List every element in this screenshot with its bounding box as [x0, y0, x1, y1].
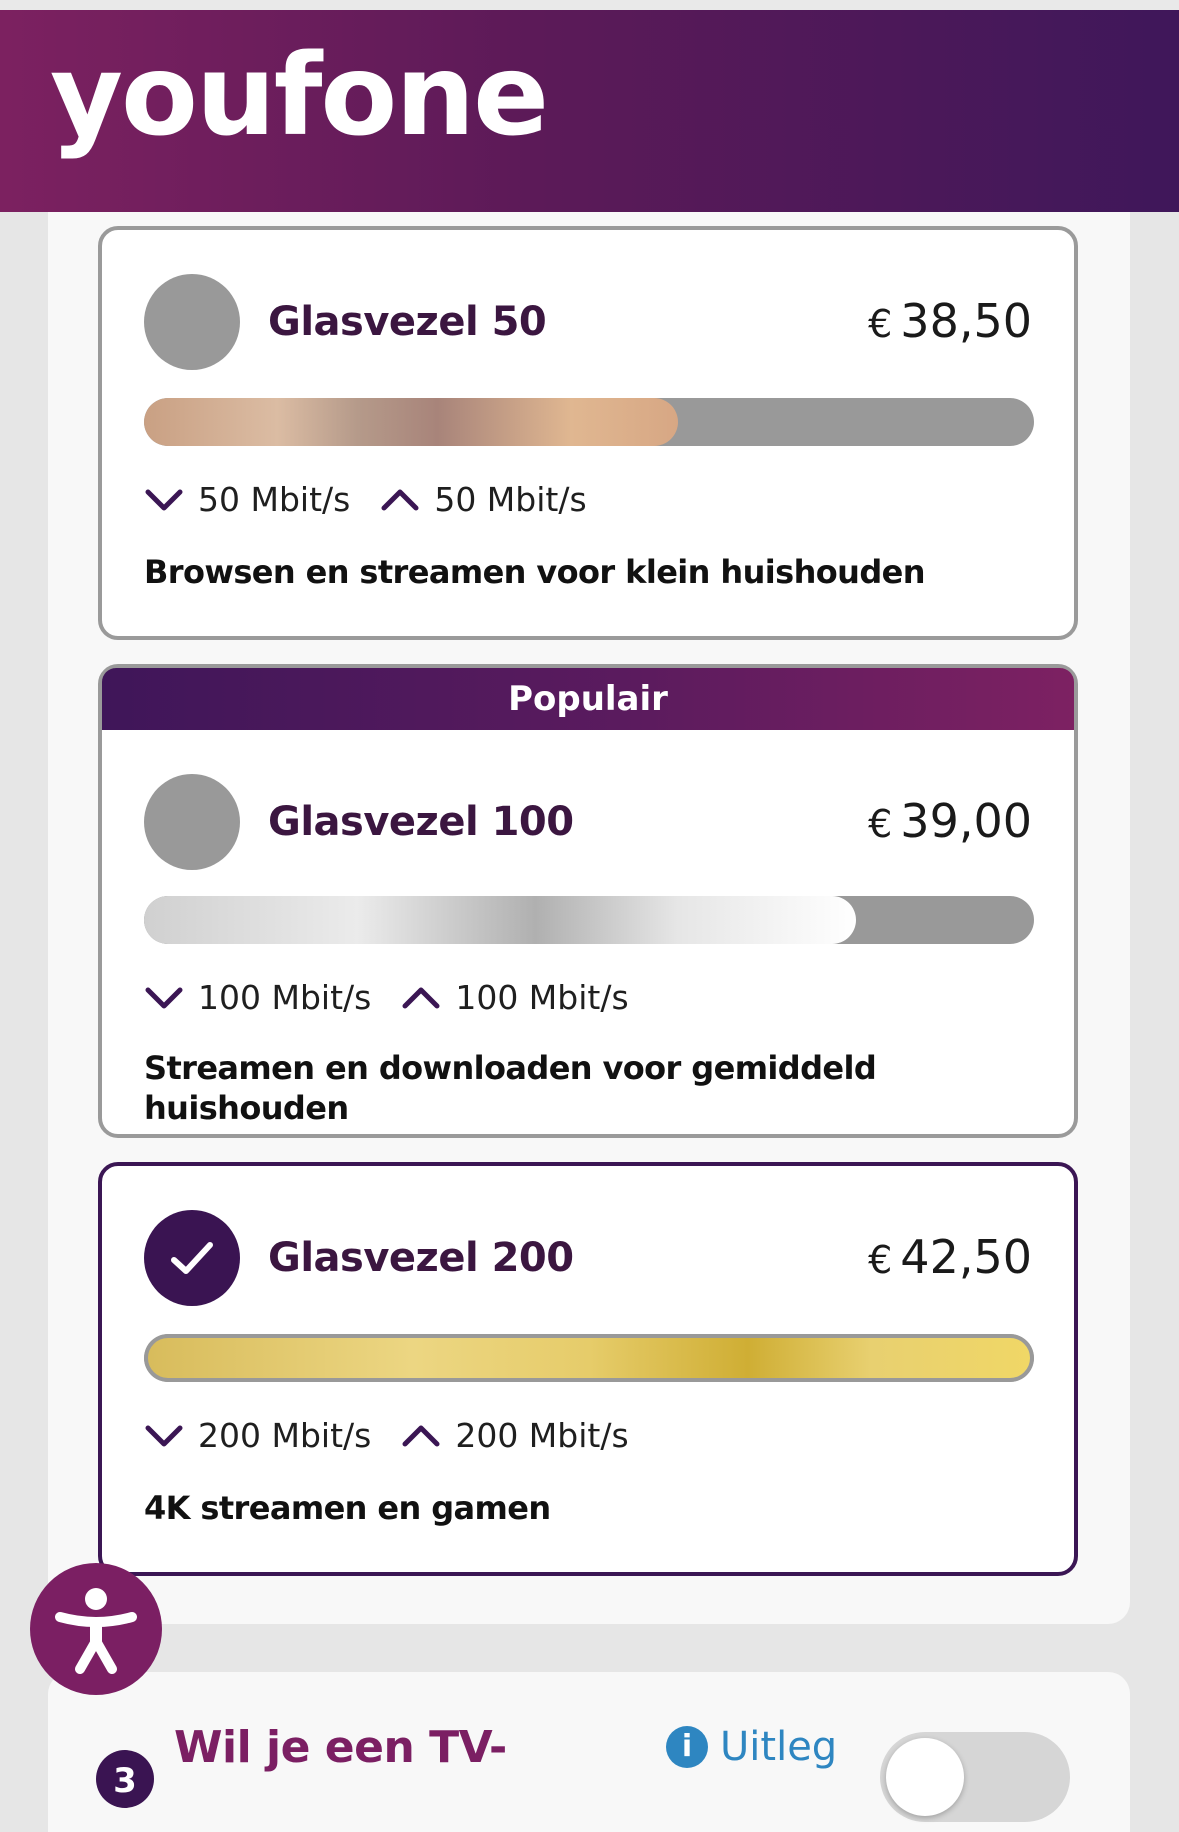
- speed-bar: [144, 896, 1034, 944]
- chevron-down-icon: [144, 487, 184, 513]
- info-icon: i: [666, 1726, 708, 1768]
- chevron-up-icon: [380, 487, 420, 513]
- speed-bar-fill: [144, 1334, 1034, 1382]
- plan-price: € 39,00: [868, 794, 1032, 848]
- tv-toggle[interactable]: [880, 1732, 1070, 1822]
- download-speed: 100 Mbit/s: [198, 978, 372, 1017]
- explanation-link[interactable]: [666, 1724, 837, 1770]
- tv-question-heading: Wil je een TV-: [174, 1722, 507, 1773]
- app-header: [0, 10, 1179, 212]
- plan-card-glasvezel-100[interactable]: [98, 664, 1078, 1138]
- plan-price: € 38,50: [868, 294, 1032, 348]
- brand-logo[interactable]: youfone: [50, 31, 548, 161]
- upload-speed: 200 Mbit/s: [455, 1416, 629, 1455]
- plan-radio[interactable]: [144, 274, 240, 370]
- chevron-down-icon: [144, 985, 184, 1011]
- plan-name: Glasvezel 50: [268, 299, 547, 345]
- accessibility-button[interactable]: [30, 1563, 162, 1695]
- accessibility-person-icon: [30, 1563, 162, 1695]
- speed-info: [144, 480, 587, 520]
- toggle-knob[interactable]: [886, 1738, 964, 1816]
- plan-name: Glasvezel 100: [268, 799, 574, 845]
- speed-info: [144, 1416, 629, 1456]
- upload-speed: 50 Mbit/s: [434, 480, 587, 519]
- checkmark-icon: [168, 1236, 216, 1280]
- download-speed: 50 Mbit/s: [198, 480, 351, 519]
- speed-bar-fill: [144, 398, 678, 446]
- plan-price: € 42,50: [868, 1230, 1032, 1284]
- download-speed: 200 Mbit/s: [198, 1416, 372, 1455]
- speed-info: [144, 978, 629, 1018]
- speed-bar-fill: [144, 896, 856, 944]
- speed-bar: [144, 398, 1034, 446]
- chevron-down-icon: [144, 1423, 184, 1449]
- step-number: 3: [96, 1750, 154, 1808]
- chevron-up-icon: [401, 985, 441, 1011]
- explanation-label: Uitleg: [720, 1724, 838, 1770]
- plan-radio-selected[interactable]: [144, 1210, 240, 1306]
- plan-radio[interactable]: [144, 774, 240, 870]
- plan-card-glasvezel-50[interactable]: [98, 226, 1078, 640]
- chevron-up-icon: [401, 1423, 441, 1449]
- speed-bar: [144, 1334, 1034, 1382]
- plan-description: Streamen en downloaden voor gemiddeld huishouden: [144, 1049, 877, 1127]
- plan-description: Browsen en streamen voor klein huishouden: [144, 553, 925, 591]
- top-strip: [0, 0, 1179, 10]
- plan-card-glasvezel-200[interactable]: [98, 1162, 1078, 1576]
- popular-badge: Populair: [102, 668, 1074, 730]
- plan-name: Glasvezel 200: [268, 1235, 574, 1281]
- upload-speed: 100 Mbit/s: [455, 978, 629, 1017]
- plan-description: 4K streamen en gamen: [144, 1489, 551, 1527]
